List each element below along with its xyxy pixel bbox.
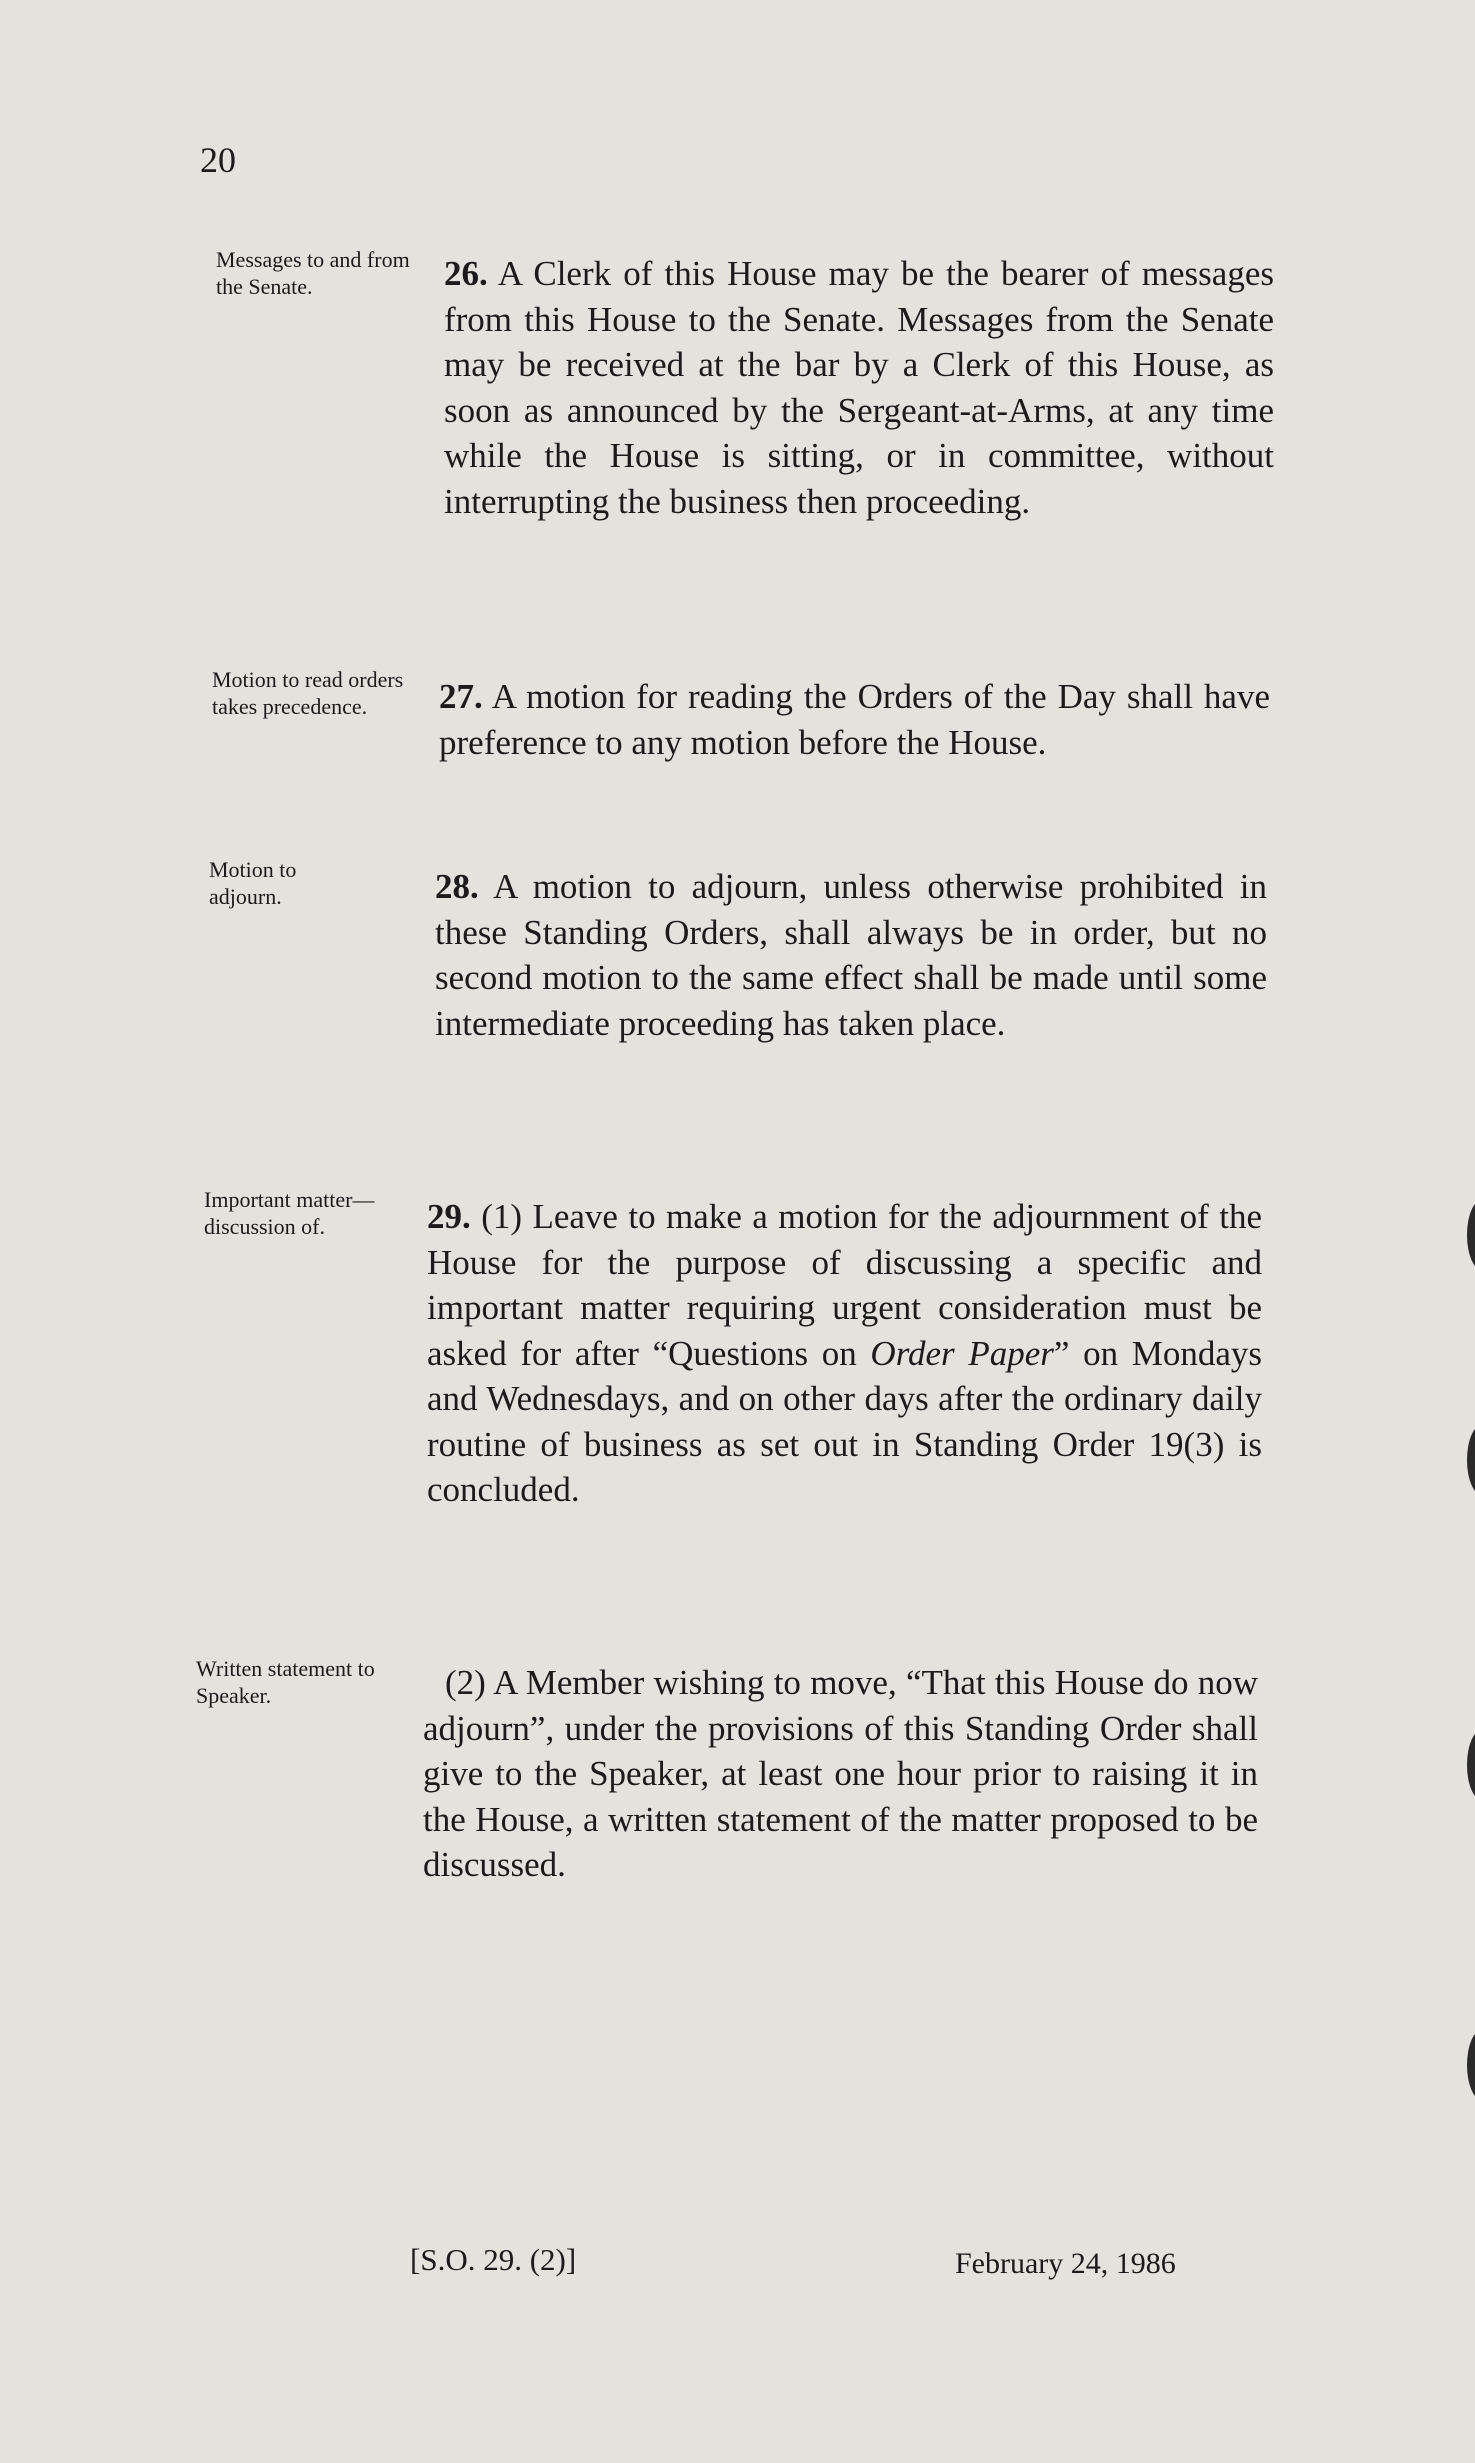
section-text-part-2: ” on Mondays and Wednesdays, and on other days after the ordinary daily routine of business as set out in Standing Order 19(3) is concluded. <box>427 1333 1262 1509</box>
standing-order-29-2 <box>423 1660 1258 1888</box>
margin-note-motion-read-orders: Motion to read orders takes precedence. <box>212 667 404 719</box>
margin-note-motion-adjourn: Motion to adjourn. <box>209 857 297 909</box>
standing-order-27 <box>439 674 1270 765</box>
binder-hole <box>1467 1425 1475 1495</box>
section-text: A motion to adjourn, unless otherwise prohibited in these Standing Orders, shall always be in order, but no second motion to the same effect shall be made until some intermediate proceeding has taken place. <box>435 867 1268 1043</box>
margin-note-important-matter: Important matter—discussion of. <box>204 1187 375 1239</box>
section-text: A motion for reading the Orders of the Day shall have preference to any motion before the House. <box>439 677 1270 762</box>
footer-date: February 24, 1986 <box>955 2247 1176 2280</box>
section-number: 29. <box>427 1197 471 1236</box>
section-number: 28. <box>435 867 479 906</box>
footer-reference: [S.O. 29. (2)] <box>410 2242 577 2277</box>
section-text-italic: Order Paper <box>870 1333 1054 1373</box>
binder-hole <box>1467 1200 1475 1270</box>
section-text: A Clerk of this House may be the bearer of messages from this House to the Senate. Messages from the Senate may be received at the bar by a Clerk of this House, as soon as announced by the Sergeant-at-Arms, at any time while the House is sitting, or in committee, without interrupting the business then proceeding. <box>444 254 1274 521</box>
standing-order-28 <box>435 864 1267 1046</box>
section-text-part-1: Leave to make a motion for the adjournment of the House for the purpose of discussing a specific and important matter requiring urgent consideration must be asked for after “Questions on <box>427 1197 1263 1373</box>
standing-order-26 <box>444 251 1274 524</box>
section-number: 26. <box>444 254 488 293</box>
standing-order-29-1 <box>427 1194 1262 1513</box>
margin-note-messages-senate: Messages to and from the Senate. <box>216 247 410 299</box>
binder-hole <box>1467 2030 1475 2100</box>
margin-note-written-statement: Written statement to Speaker. <box>196 1656 375 1708</box>
section-text: A Member wishing to move, “That this House do now adjourn”, under the provisions of this Standing Order shall give to the Speaker, at least one hour prior to raising it in the House, a written statement of the matter proposed to be discussed. <box>423 1663 1258 1884</box>
page-number: 20 <box>200 140 236 180</box>
binder-hole <box>1467 1730 1475 1800</box>
subsection-number: (2) <box>445 1663 486 1702</box>
section-number: 27. <box>439 677 483 716</box>
subsection-number: (1) <box>481 1197 523 1236</box>
